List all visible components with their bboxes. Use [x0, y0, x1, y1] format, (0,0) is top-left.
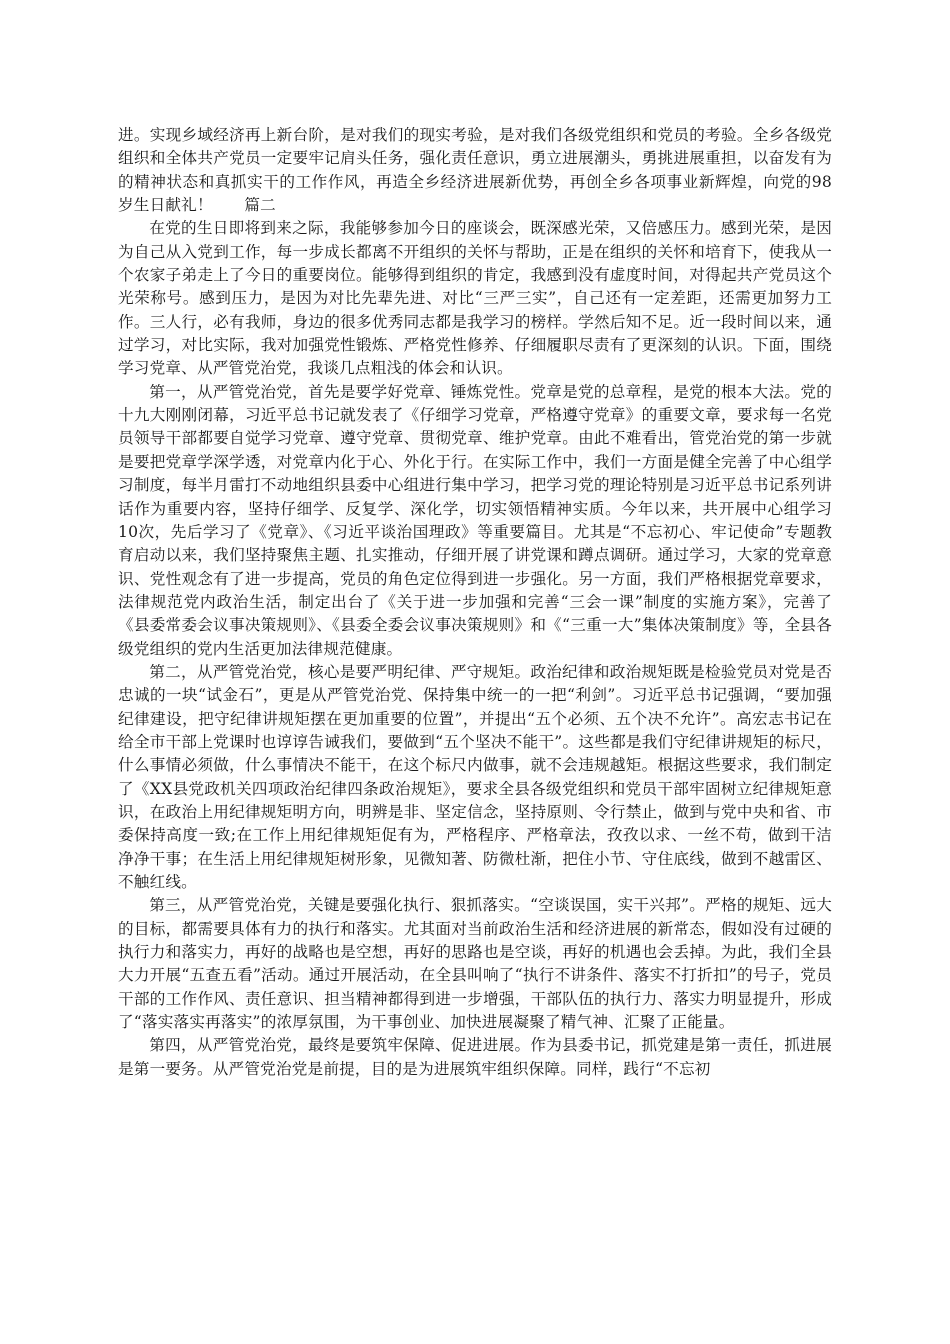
paragraph-5: 第三，从严管党治党，关键是要强化执行、狠抓落实。“空谈误国，实干兴邦”。严格的规矩、远大的目标，都需要具体有力的执行和落实。尤其面对当前政治生活和经济进展的新常态，假如没有过硬的执行力和落实力，再好的战略也是空想，再好的思路也是空谈，再好的机遇也会丢掉。为此，我们全县大力开展“五查五看”活动。通过开展活动，在全县叫响了“执行不讲条件、落实不打折扣”的号子，党员干部的工作作风、责任意识、担当精神都得到进一步增强，干部队伍的执行力、落实力明显提升，形成了“落实落实再落实”的浓厚氛围，为干事创业、加快进展凝聚了精气神、汇聚了正能量。 [118, 896, 832, 1032]
paragraph-6: 第四，从严管党治党，最终是要筑牢保障、促进进展。作为县委书记，抓党建是第一责任，抓进展是第一要务。从严管党治党是前提，目的是为进展筑牢组织保障。同样，践行“不忘初 [118, 1036, 832, 1078]
paragraph-3: 第一，从严管党治党，首先是要学好党章、锤炼党性。党章是党的总章程，是党的根本大法。党的十九大刚刚闭幕，习近平总书记就发表了《仔细学习党章，严格遵守党章》的重要文章，要求每一名党员领导干部都要自觉学习党章、遵守党章、贯彻党章、维护党章。由此不难看出，管党治党的第一步就是要把党章学深学透，对党章内化于心、外化于行。在实际工作中，我们一方面是健全完善了中心组学习制度，每半月雷打不动地组织县委中心组进行集中学习，把学习党的理论特别是习近平总书记系列讲话作为重要内容，坚持仔细学、反复学、深化学，切实领悟精神实质。今年以来，共开展中心组学习10次，先后学习了《党章》、《习近平谈治国理政》等重要篇目。尤其是“不忘初心、牢记使命”专题教育启动以来，我们坚持聚焦主题、扎实推动，仔细开展了讲党课和蹲点调研。通过学习，大家的党章意识、党性观念有了进一步提高，党员的角色定位得到进一步强化。另一方面，我们严格根据党章要求，法律规范党内政治生活，制定出台了《关于进一步加强和完善“三会一课”制度的实施方案》，完善了《县委常委会议事决策规则》、《县委全委会议事决策规则》和《“三重一大”集体决策制度》等，全县各级党组织的党内生活更加法律规范健康。 [118, 382, 832, 658]
document-body [118, 124, 832, 1081]
paragraph-1: 进。实现乡域经济再上新台阶，是对我们的现实考验，是对我们各级党组织和党员的考验。全乡各级党组织和全体共产党员一定要牢记肩头任务，强化责任意识，勇立进展潮头，勇挑进展重担，以奋发有为的精神状态和真抓实干的工作作风，再造全乡经济进展新优势，再创全乡各项事业新辉煌，向党的98岁生日献礼！ 篇二 [118, 126, 832, 215]
paragraph-4: 第二，从严管党治党，核心是要严明纪律、严守规矩。政治纪律和政治规矩既是检验党员对党是否忠诚的一块“试金石”，更是从严管党治党、保持集中统一的一把“利剑”。习近平总书记强调，“要加强纪律建设，把守纪律讲规矩摆在更加重要的位置”，并提出“五个必须、五个决不允许”。高宏志书记在给全市干部上党课时也谆谆告诫我们，要做到“五个坚决不能干”。这些都是我们守纪律讲规矩的标尺，什么事情必须做，什么事情决不能干，在这个标尺内做事，就不会违规越矩。根据这些要求，我们制定了《XX县党政机关四项政治纪律四条政治规矩》，要求全县各级党组织和党员干部牢固树立纪律规矩意识，在政治上用纪律规矩明方向，明辨是非、坚定信念，坚持原则、令行禁止，做到与党中央和省、市委保持高度一致;在工作上用纪律规矩促有为，严格程序、严格章法，孜孜以求、一丝不苟，做到干洁净净干事；在生活上用纪律规矩树形象，见微知著、防微杜渐，把住小节、守住底线，做到不越雷区、不触红线。 [118, 662, 832, 891]
paragraph-2: 在党的生日即将到来之际，我能够参加今日的座谈会，既深感光荣，又倍感压力。感到光荣，是因为自己从入党到工作，每一步成长都离不开组织的关怀与帮助，正是在组织的关怀和培育下，使我从一个农家子弟走上了今日的重要岗位。能够得到组织的肯定，我感到没有虚度时间，对得起共产党员这个光荣称号。感到压力，是因为对比先辈先进、对比“三严三实”，自己还有一定差距，还需更加努力工作。三人行，必有我师，身边的很多优秀同志都是我学习的榜样。学然后知不足。近一段时间以来，通过学习，对比实际，我对加强党性锻炼、严格党性修养、仔细履职尽责有了更深刻的认识。下面，围绕学习党章、从严管党治党，我谈几点粗浅的体会和认识。 [118, 219, 832, 378]
